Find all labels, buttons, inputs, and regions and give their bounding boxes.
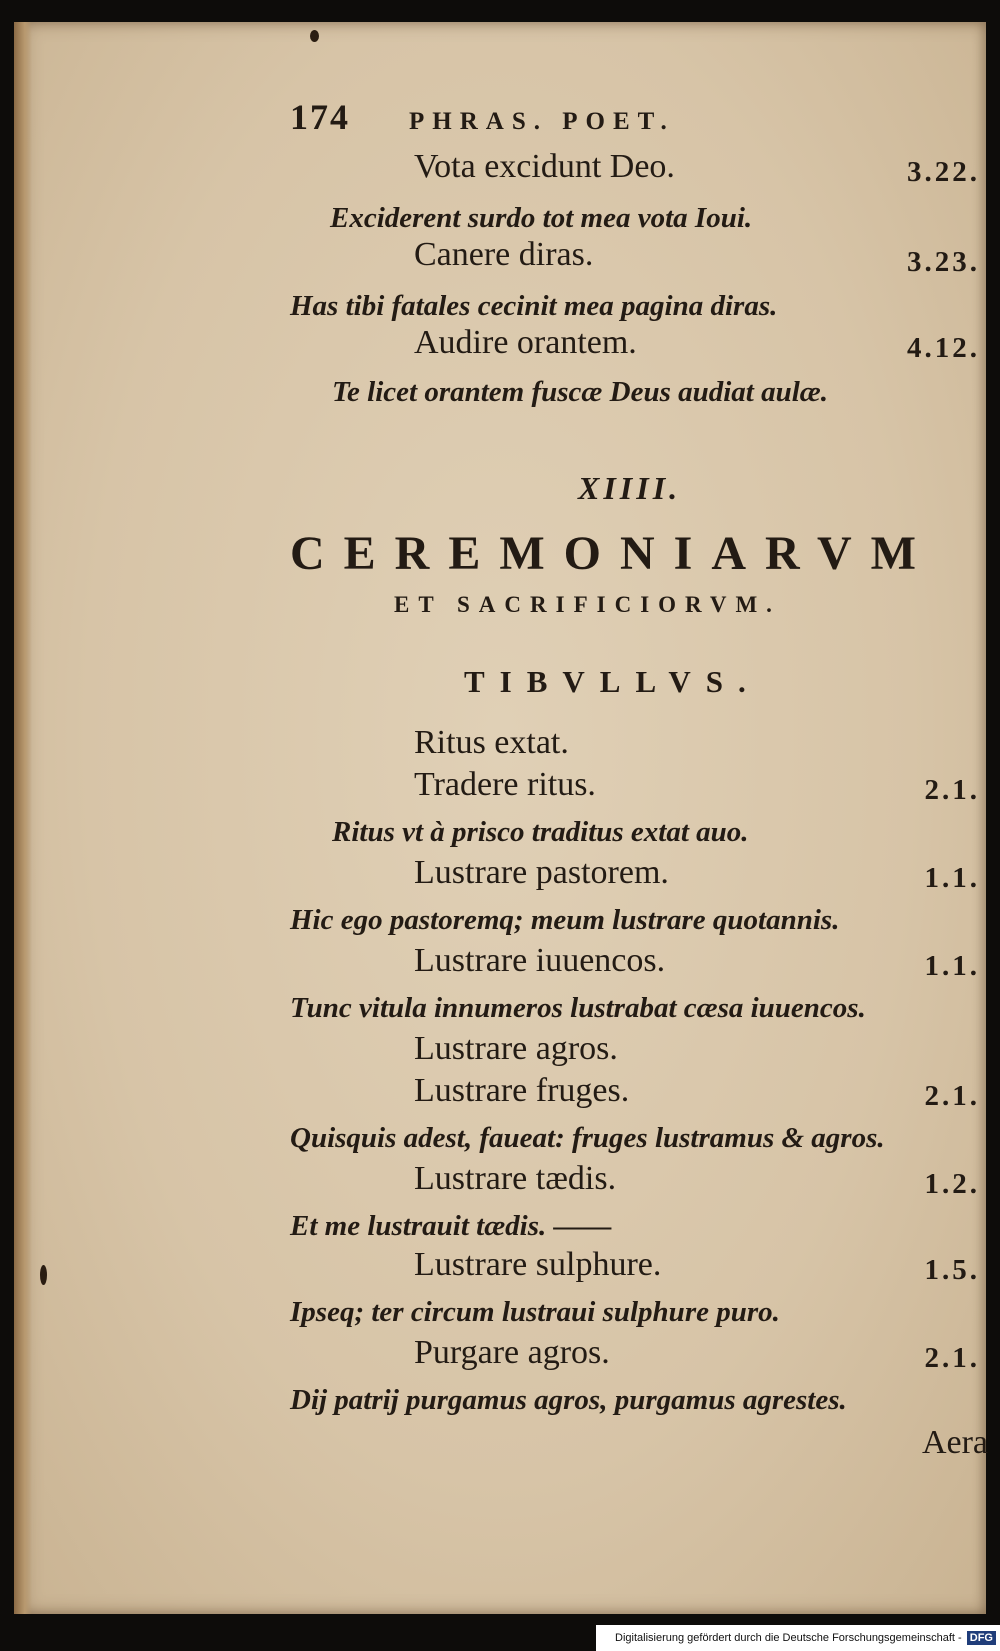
phrase-entry: Canere diras. xyxy=(414,236,594,273)
catchword: Aera xyxy=(921,1424,988,1461)
phrase-entry: Audire orantem. xyxy=(414,324,637,361)
phrase-entry: Ritus extat. xyxy=(414,724,569,761)
reference: 1.5. xyxy=(924,1254,980,1286)
reference: 4.12. xyxy=(907,332,980,364)
section-subtitle: ET SACRIFICIORVM. xyxy=(394,592,781,617)
reference: 2.1. xyxy=(924,1342,980,1374)
footer-text: Digitalisierung gefördert durch die Deutsche Forschungsgemeinschaft - xyxy=(615,1632,962,1644)
reference: 3.22. xyxy=(907,156,980,188)
verse-quote: Quisquis adest, faueat: fruges lustramus & agros. xyxy=(290,1122,885,1154)
phrase-entry: Lustrare agros. xyxy=(414,1030,618,1067)
reference: 1.1. xyxy=(924,862,980,894)
phrase-entry: Lustrare iuuencos. xyxy=(414,942,666,979)
verse-quote: Tunc vitula innumeros lustrabat cæsa iuuencos. xyxy=(290,992,866,1024)
verse-quote: Has tibi fatales cecinit mea pagina diras. xyxy=(290,290,778,322)
section-title: CEREMONIARVM xyxy=(290,527,935,580)
reference: 1.2. xyxy=(924,1168,980,1200)
reference: 2.1. xyxy=(924,1080,980,1112)
phrase-entry: Purgare agros. xyxy=(414,1334,610,1371)
ink-speck xyxy=(40,1265,47,1285)
verse-quote: Hic ego pastoremq; meum lustrare quotannis. xyxy=(290,904,840,936)
reference: 1.1. xyxy=(924,950,980,982)
verse-quote: Ritus vt à prisco traditus extat auo. xyxy=(332,816,749,848)
phrase-entry: Vota excidunt Deo. xyxy=(414,148,675,185)
phrase-entry: Lustrare sulphure. xyxy=(414,1246,662,1283)
digitization-footer xyxy=(596,1625,1000,1651)
running-title: PHRAS. POET. xyxy=(409,108,675,135)
phrase-entry: Lustrare pastorem. xyxy=(414,854,669,891)
page-number: 174 xyxy=(290,97,350,137)
verse-quote: Dij patrij purgamus agros, purgamus agrestes. xyxy=(290,1384,847,1416)
reference: 3.23. xyxy=(907,246,980,278)
page-spine-shadow xyxy=(14,22,32,1614)
phrase-entry: Lustrare tædis. xyxy=(414,1160,617,1197)
ink-speck xyxy=(310,30,319,42)
verse-quote: Exciderent surdo tot mea vota Ioui. xyxy=(330,202,753,234)
page-header xyxy=(290,96,675,138)
phrase-entry: Tradere ritus. xyxy=(414,766,596,803)
phrase-entry: Lustrare fruges. xyxy=(414,1072,630,1109)
verse-quote: Et me lustrauit tædis. —— xyxy=(290,1210,612,1242)
reference: 2.1. xyxy=(924,774,980,806)
verse-quote: Ipseq; ter circum lustraui sulphure puro. xyxy=(290,1296,780,1328)
verse-quote: Te licet orantem fuscæ Deus audiat aulæ. xyxy=(332,376,828,408)
dfg-logo-icon: DFG xyxy=(967,1631,996,1645)
author-heading: TIBVLLVS. xyxy=(464,664,761,699)
section-number: XIIII. xyxy=(578,470,682,506)
